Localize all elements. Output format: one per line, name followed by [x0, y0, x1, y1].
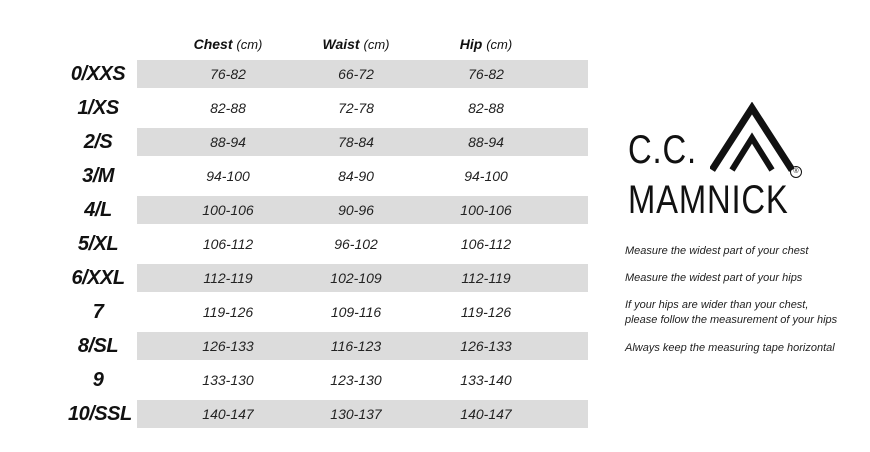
waist-cell: 90-96	[338, 202, 374, 218]
hip-cell: 106-112	[460, 236, 512, 252]
table-row	[0, 94, 600, 122]
size-label: 4/L	[84, 199, 112, 221]
table-row	[0, 196, 600, 224]
waist-cell: 84-90	[338, 168, 374, 184]
hip-cell: 82-88	[468, 100, 504, 116]
brand-logo	[620, 100, 810, 230]
registered-mark: ®	[790, 166, 802, 178]
hip-cell: 88-94	[468, 134, 504, 150]
table-row	[0, 162, 600, 190]
size-label: 3/M	[82, 165, 114, 187]
table-row	[0, 366, 600, 394]
hip-cell: 119-126	[460, 304, 512, 320]
brand-line1: C.C.	[628, 128, 697, 172]
chest-cell: 133-130	[202, 372, 254, 388]
note-wider-hips: If your hips are wider than your chest,	[625, 299, 809, 311]
size-label: 6/XXL	[71, 267, 125, 289]
waist-cell: 102-109	[330, 270, 382, 286]
size-label: 2/S	[83, 131, 113, 153]
table-row	[0, 230, 600, 258]
hip-cell: 112-119	[461, 270, 511, 286]
chest-cell: 126-133	[202, 338, 254, 354]
hip-header: Hip (cm)	[459, 36, 513, 52]
hip-cell: 133-140	[460, 372, 512, 388]
size-label: 1/XS	[77, 97, 119, 119]
size-label: 7	[92, 301, 104, 323]
chest-cell: 140-147	[202, 406, 254, 422]
waist-cell: 96-102	[334, 236, 378, 252]
waist-header: Waist (cm)	[322, 36, 390, 52]
chest-cell: 112-119	[203, 270, 253, 286]
chest-cell: 119-126	[202, 304, 254, 320]
chest-cell: 94-100	[206, 168, 250, 184]
hip-cell: 76-82	[468, 66, 504, 82]
chest-cell: 82-88	[210, 100, 246, 116]
size-label: 9	[92, 369, 104, 391]
table-row	[0, 332, 600, 360]
table-row	[0, 298, 600, 326]
size-label: 5/XL	[77, 233, 119, 255]
chest-cell: 76-82	[210, 66, 246, 82]
size-label: 0/XXS	[70, 63, 126, 85]
waist-cell: 72-78	[338, 100, 374, 116]
chest-cell: 88-94	[210, 134, 246, 150]
waist-cell: 123-130	[330, 372, 382, 388]
chest-header: Chest (cm)	[193, 36, 263, 52]
waist-cell: 109-116	[330, 304, 382, 320]
waist-cell: 66-72	[338, 66, 374, 82]
chest-cell: 106-112	[202, 236, 254, 252]
waist-cell: 78-84	[338, 134, 374, 150]
size-label: 10/SSL	[68, 403, 132, 425]
note-chest: Measure the widest part of your chest	[625, 245, 809, 257]
table-row	[0, 264, 600, 292]
note-horizontal: Always keep the measuring tape horizontal	[625, 342, 835, 354]
brand-line2: MAMNICK	[628, 178, 789, 222]
note-hips: Measure the widest part of your hips	[625, 272, 803, 284]
table-row	[0, 400, 600, 428]
hip-cell: 100-106	[460, 202, 512, 218]
chest-cell: 100-106	[202, 202, 254, 218]
mountain-logo-icon	[710, 102, 794, 172]
table-row	[0, 128, 600, 156]
hip-cell: 94-100	[464, 168, 508, 184]
hip-cell: 126-133	[460, 338, 512, 354]
hip-cell: 140-147	[460, 406, 512, 422]
waist-cell: 116-123	[330, 338, 382, 354]
waist-cell: 130-137	[330, 406, 382, 422]
table-row	[0, 60, 600, 88]
note-follow-hips: please follow the measurement of your hips	[625, 314, 838, 326]
size-label: 8/SL	[77, 335, 119, 357]
